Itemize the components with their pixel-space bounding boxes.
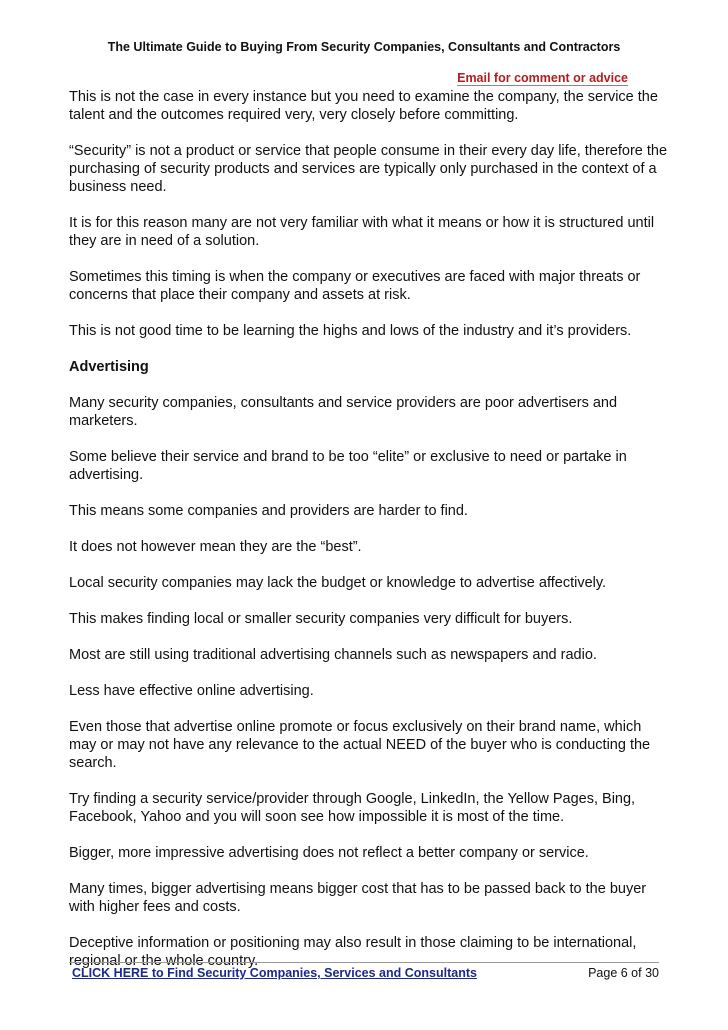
paragraph: Local security companies may lack the budget or knowledge to advertise affectively. bbox=[69, 575, 607, 591]
page-number: Page 6 of 30 bbox=[588, 966, 659, 980]
paragraph: Less have effective online advertising. bbox=[69, 683, 314, 699]
paragraph: Many security companies, consultants and service providers are poor advertisers and marketers. bbox=[69, 395, 618, 429]
paragraph: Most are still using traditional advertising channels such as newspapers and radio. bbox=[69, 647, 597, 663]
paragraph: Bigger, more impressive advertising does not reflect a better company or service. bbox=[69, 845, 589, 861]
paragraph: Some believe their service and brand to be too “elite” or exclusive to need or partake in advertising. bbox=[69, 449, 627, 483]
document-body bbox=[69, 88, 669, 988]
email-link[interactable]: Email for comment or advice bbox=[457, 71, 628, 85]
page-header: The Ultimate Guide to Buying From Security Companies, Consultants and Contractors bbox=[107, 40, 621, 54]
paragraph: Even those that advertise online promote or focus exclusively on their brand name, which may or may not have any relevance to the actual NEED of the buyer who is conducting the search. bbox=[69, 719, 651, 771]
paragraph: “Security” is not a product or service that people consume in their every day life, therefore the purchasing of security products and services are typically only purchased in the context of a business need. bbox=[69, 143, 668, 195]
paragraph: Many times, bigger advertising means bigger cost that has to be passed back to the buyer with higher fees and costs. bbox=[69, 881, 647, 915]
paragraph: Try finding a security service/provider through Google, LinkedIn, the Yellow Pages, Bing, Facebook, Yahoo and you will soon see how impossible it is most of the time. bbox=[69, 791, 636, 825]
section-heading: Advertising bbox=[69, 359, 149, 375]
paragraph: It is for this reason many are not very familiar with what it means or how it is structured until they are in need of a solution. bbox=[69, 215, 655, 249]
paragraph: This makes finding local or smaller security companies very difficult for buyers. bbox=[69, 611, 573, 627]
paragraph: This is not good time to be learning the highs and lows of the industry and it’s providers. bbox=[69, 323, 632, 339]
paragraph: Sometimes this timing is when the company or executives are faced with major threats or concerns that place their company and assets at risk. bbox=[69, 269, 641, 303]
paragraph: This is not the case in every instance but you need to examine the company, the service the talent and the outcomes required very, very closely before committing. bbox=[69, 89, 658, 123]
paragraph: It does not however mean they are the “best”. bbox=[69, 539, 362, 555]
paragraph: Deceptive information or positioning may also result in those claiming to be international, regional or the whole country. bbox=[69, 935, 637, 969]
find-security-companies-link[interactable]: CLICK HERE to Find Security Companies, Services and Consultants bbox=[72, 966, 477, 980]
page-footer bbox=[69, 962, 659, 984]
paragraph: This means some companies and providers are harder to find. bbox=[69, 503, 468, 519]
